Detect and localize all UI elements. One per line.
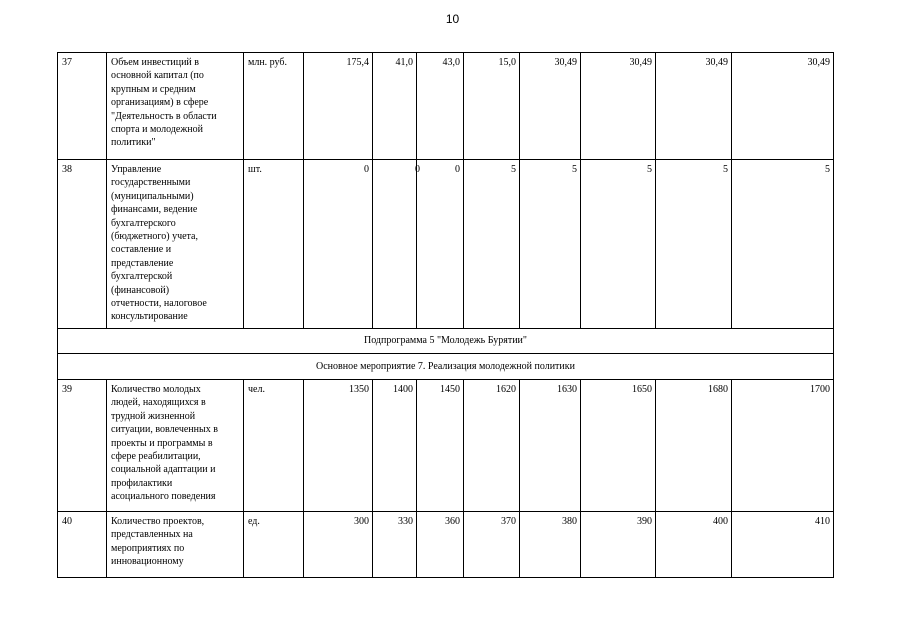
name-line: Объем инвестиций в [111,57,199,68]
value-cell [373,160,420,329]
table-row [58,512,834,578]
value-cell: 15,0 [464,53,520,160]
name-line: инновационному [111,556,184,568]
name-line: асоциального поведения [111,491,216,503]
name-line: основной капитал (по [111,70,204,82]
value-cell: 30,49 [520,53,581,160]
row-name [107,512,244,578]
name-line: спорта и молодежной [111,124,203,136]
name-line: "Деятельность в области [111,110,217,122]
value-cell: 380 [520,512,581,578]
table-row [58,380,834,512]
name-line: отчетности, налоговое [111,298,207,310]
main-activity-title: Основное мероприятие 7. Реализация молодежной политики [58,354,834,380]
row-index: 40 [58,512,107,578]
value-cell: 0 [304,160,373,329]
value-cell: 390 [581,512,656,578]
value-cell: 5 [732,160,834,329]
value-cell: 1700 [732,380,834,512]
value-cell: 5 [464,160,520,329]
indicators-table [57,52,834,578]
name-line: финансами, ведение [111,204,198,216]
name-line: организациям) в сфере [111,97,209,109]
value-cell: 175,4 [304,53,373,160]
name-line: трудной жизненной [111,410,196,422]
row-name [107,53,244,160]
name-line: политики" [111,137,156,149]
value-cell: 400 [656,512,732,578]
name-line: государственными [111,177,191,189]
value-cell: 30,49 [581,53,656,160]
value-cell: 0 [417,160,464,329]
value-cell: 410 [732,512,834,578]
value-cell: 5 [581,160,656,329]
name-line: Количество молодых [111,384,201,395]
name-line: бухгалтерской [111,271,173,283]
value-cell: 330 [373,512,417,578]
row-index: 39 [58,380,107,512]
row-unit: млн. руб. [244,53,304,160]
table-row [58,160,834,329]
name-line: (финансовой) [111,284,170,296]
value-cell: 1620 [464,380,520,512]
name-line: консультирование [111,311,188,323]
name-line: сфере реабилитации, [111,451,201,463]
name-line: составление и [111,244,172,256]
name-line: мероприятиях по [111,542,185,554]
name-line: социальной адаптации и [111,464,216,476]
row-name [107,160,244,329]
row-index: 37 [58,53,107,160]
value-cell: 1450 [417,380,464,512]
table-row [58,53,834,160]
name-line: Управление [111,164,162,175]
value-cell: 370 [464,512,520,578]
value-cell: 41,0 [373,53,417,160]
table-row [58,354,834,380]
name-line: крупным и средним [111,83,196,95]
value-cell: 5 [520,160,581,329]
name-line: ситуации, вовлеченных в [111,424,218,436]
value-cell: 360 [417,512,464,578]
subprogram-title: Подпрограмма 5 "Молодежь Бурятии" [58,329,834,354]
value-cell: 5 [656,160,732,329]
name-line: профилактики [111,477,173,489]
name-line: проекты и программы в [111,437,213,449]
name-line: (муниципальными) [111,190,194,202]
value-cell: 1650 [581,380,656,512]
row-name [107,380,244,512]
row-unit: шт. [244,160,304,329]
value-cell: 1680 [656,380,732,512]
value-cell: 43,0 [417,53,464,160]
value-cell: 1630 [520,380,581,512]
value-cell: 300 [304,512,373,578]
value-cell: 1350 [304,380,373,512]
name-line: бухгалтерского [111,217,176,229]
value-cell: 30,49 [732,53,834,160]
value-cell: 30,49 [656,53,732,160]
name-line: представленных на [111,529,193,541]
name-line: (бюджетного) учета, [111,231,198,243]
name-line: представление [111,257,174,269]
value-cell: 1400 [373,380,417,512]
row-unit: чел. [244,380,304,512]
name-line: людей, находящихся в [111,397,206,409]
table-row [58,329,834,354]
row-unit: ед. [244,512,304,578]
name-line: Количество проектов, [111,516,205,527]
value-text: 0 [415,164,420,175]
page-number: 10 [445,12,460,26]
row-index: 38 [58,160,107,329]
